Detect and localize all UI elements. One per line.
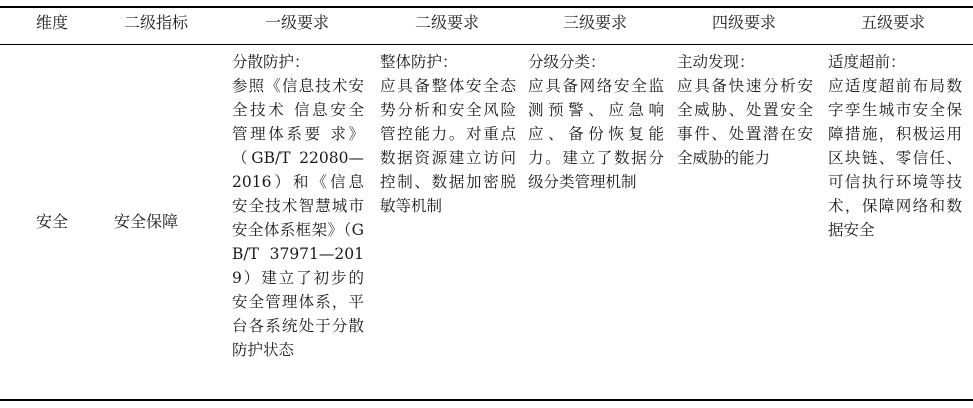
- table-bottom-rule: [0, 399, 973, 401]
- header-level2: 二级要求: [414, 13, 479, 32]
- level1-cell: [232, 50, 364, 362]
- level4-cell: [677, 50, 813, 170]
- header-dimension: 维度: [35, 13, 68, 32]
- header-level3: 三级要求: [562, 13, 627, 32]
- level2-title: 整体防护：: [380, 53, 458, 71]
- indicator-cell: 安全保障: [114, 212, 179, 231]
- level2-cell: [380, 50, 516, 218]
- level1-text: 参照《信息技术安全技术 信息安全 管理体系要 求》（GB/T 22080—2016）和《信息安全技术智慧城市安全体系框架》（GB/T 37971—2019）建立了初步的安全管理体系，平台各系统处于分散防护状态: [232, 77, 364, 359]
- level5-title: 适度超前：: [828, 53, 906, 71]
- level3-text: 应具备网络安全监测预警、应急响应、备份恢复能力。建立了数据分级分类管理机制: [528, 77, 664, 191]
- header-rule: [0, 44, 973, 45]
- level2-text: 应具备整体安全态势分析和安全风险管控能力。对重点数据资源建立访问控制、数据加密脱敏等机制: [380, 77, 516, 215]
- level5-cell: [828, 50, 962, 242]
- level4-text: 应具备快速分析安全威胁、处置安全事件、处置潜在安全威胁的能力: [677, 77, 813, 167]
- header-level5: 五级要求: [860, 13, 925, 32]
- level1-title: 分散防护：: [232, 53, 310, 71]
- header-indicator: 二级指标: [123, 13, 188, 32]
- level3-title: 分级分类：: [528, 53, 606, 71]
- table-top-rule: [0, 6, 973, 8]
- level3-cell: [528, 50, 664, 194]
- header-level4: 四级要求: [711, 13, 776, 32]
- level4-title: 主动发现：: [677, 53, 755, 71]
- header-level1: 一级要求: [264, 13, 329, 32]
- level5-text: 应适度超前布局数字孪生城市安全保障措施，积极运用区块链、零信任、可信执行环境等技术，保障网络和数据安全: [828, 77, 962, 239]
- dimension-cell: 安全: [36, 212, 69, 231]
